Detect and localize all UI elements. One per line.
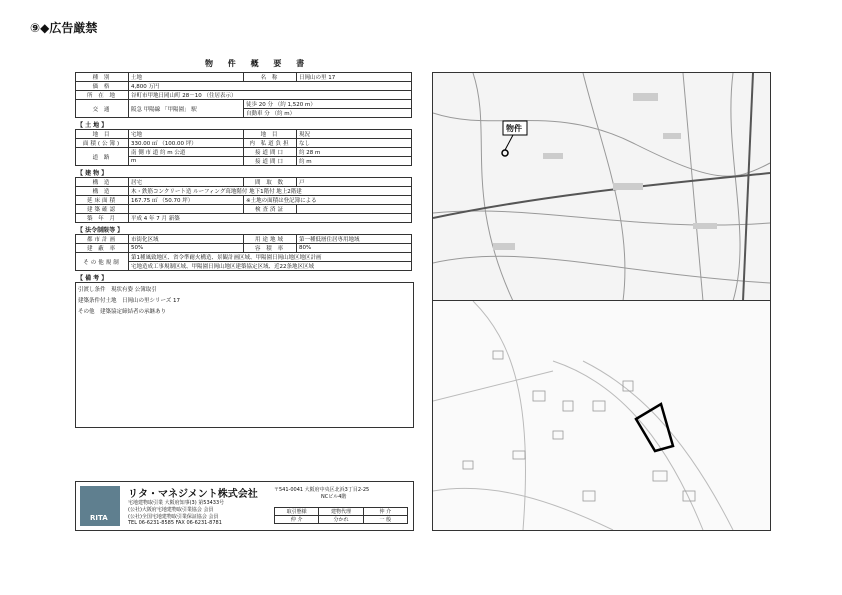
company-logo [80,486,120,526]
cell-label: 都市計画 [76,235,129,244]
cell-label: 面積(公簿) [76,139,129,148]
company-address: 〒541-0041 大阪府中央区北浜3丁目2-25 [274,487,370,493]
cell-value: 宅地造成工事規制区域、甲陽園日岡山地区建築協定区域、近22条地区区域 [129,262,412,271]
remark-value: 現状有姿 公簿取引 [111,287,157,293]
detail-map [432,300,771,531]
cell-value: 土地 [129,73,244,82]
company-assoc1: (公社)大阪府宅地建物取引業協会 会員 [128,507,214,513]
cell-label: その他規制 [76,253,129,271]
cell-label: 交 通 [76,100,129,118]
cell-value: 現況 [297,130,412,139]
cell-label: 地 目 [76,130,129,139]
remark-row [78,285,411,296]
cell-value: 50% [129,244,244,253]
cell-label: 道 路 [76,148,129,166]
cell-label: 構 造 [76,178,129,187]
cell-head: 取引態様 [275,508,319,516]
cell-label: 接道間口 [244,148,297,157]
company-box [75,481,414,531]
cell-label: 容 積 率 [244,244,297,253]
law-heading: 【 法令制限等 】 [77,227,124,234]
cell-head: 仲 介 [363,508,407,516]
cell-value: 谷町市甲地日岡山町 28－10 （住居表示） [129,91,412,100]
cell-label: 内 私道負担 [244,139,297,148]
company-license: 宅地建物取引業 大阪府知事(3) 第53433号 [128,500,225,506]
remarks-box [75,282,414,428]
cell-label: 延床面積 [76,196,129,205]
cell-label: 建築確認 [76,205,129,214]
cell-label: 地 目 [244,130,297,139]
cell-value: 南 側 市 道 約 m 公道 [129,148,244,157]
area-map-drawing [433,73,770,301]
cell-label: 所 在 地 [76,91,129,100]
cell-label: 間 取 数 [244,178,297,187]
building-table [75,177,412,223]
cell-value [297,205,412,214]
cell-value: 宅地 [129,130,244,139]
cell-value: 一 般 [363,516,407,524]
area-map [432,72,771,302]
cell-value: 日岡山の里 17 [297,73,412,82]
cell-value: 第一種低層住居専用地域 [297,235,412,244]
cell-head: 建物代理 [319,508,363,516]
cell-value: 167.75 ㎡ （50.70 坪） [129,196,244,205]
company-address2: NCビル4階 [321,494,347,500]
cell-value: 徒歩 20 分 （約 1,520 m） [244,100,412,109]
header-note: ⑨◆広告厳禁 [30,21,98,35]
cell-value: 平成 4 年 7 月 新築 [129,214,412,223]
cell-value: 330.00 ㎡ （100.00 坪） [129,139,244,148]
transaction-table [274,507,408,524]
cell-label: 価 格 [76,82,129,91]
cell-value: 木・鉄筋コンクリート造 ルーフィング葺地階付 地下1階付 地上2階建 [129,187,412,196]
property-pin-label: 物件 [506,124,522,133]
cell-value: 戸 [297,178,412,187]
remark-row [78,296,411,307]
cell-value: 4,800 万円 [129,82,412,91]
company-name: リタ・マネジメント株式会社 [128,489,258,500]
summary-panel [75,72,412,428]
remark-value: 日岡山の里シリーズ 17 [122,298,181,304]
cell-label: 検査済証 [244,205,297,214]
logo-text: RITA [90,514,108,522]
cell-value: 80% [297,244,412,253]
building-heading: 【 建 物 】 [77,170,108,177]
company-assoc2: (公社)全国宅地建物取引業保証協会 会員 [128,514,219,520]
company-phone: TEL 06-6231-8585 FAX 06-6231-8781 [128,520,222,526]
cell-label: 種 別 [76,73,129,82]
cell-label: 接道間口 [244,157,297,166]
page-title: 物 件 概 要 書 [205,59,311,68]
land-table [75,129,412,166]
remark-key: その他 [78,309,95,315]
remark-row [78,307,411,318]
cell-label: 建 蔽 率 [76,244,129,253]
cell-value: m [129,157,244,166]
cell-value: 約 m [297,157,412,166]
detail-map-drawing [433,301,770,530]
cell-value: なし [297,139,412,148]
cell-label: 用途地域 [244,235,297,244]
cell-value: 自動車 分 （約 m） [244,109,412,118]
summary-table [75,72,412,118]
law-table [75,234,412,271]
cell-value: 阪急 甲陽線 「甲陽園」 駅 [129,100,244,118]
remarks-heading: 【 備 考 】 [77,275,108,282]
cell-label: 名 称 [244,73,297,82]
remark-key: 建築条件付土地 [78,298,117,304]
cell-value: 仲 介 [275,516,319,524]
cell-value: 市街化区域 [129,235,244,244]
cell-value [129,205,244,214]
cell-value: 居宅 [129,178,244,187]
land-heading: 【 土 地 】 [77,122,108,129]
cell-value: 約 28 m [297,148,412,157]
remark-key: 引渡し条件 [78,287,106,293]
cell-label: 構 造 [76,187,129,196]
cell-label: 築 年 月 [76,214,129,223]
cell-value: 第1種風致地区、省令準耐火構造、景観計画区域、甲陽園日岡山地区地区計画 [129,253,412,262]
remark-value: 建築協定締結者の承継あり [100,309,167,315]
cell-value: ※土地の面積は登記簿による [244,196,412,205]
cell-value: 分かれ [319,516,363,524]
